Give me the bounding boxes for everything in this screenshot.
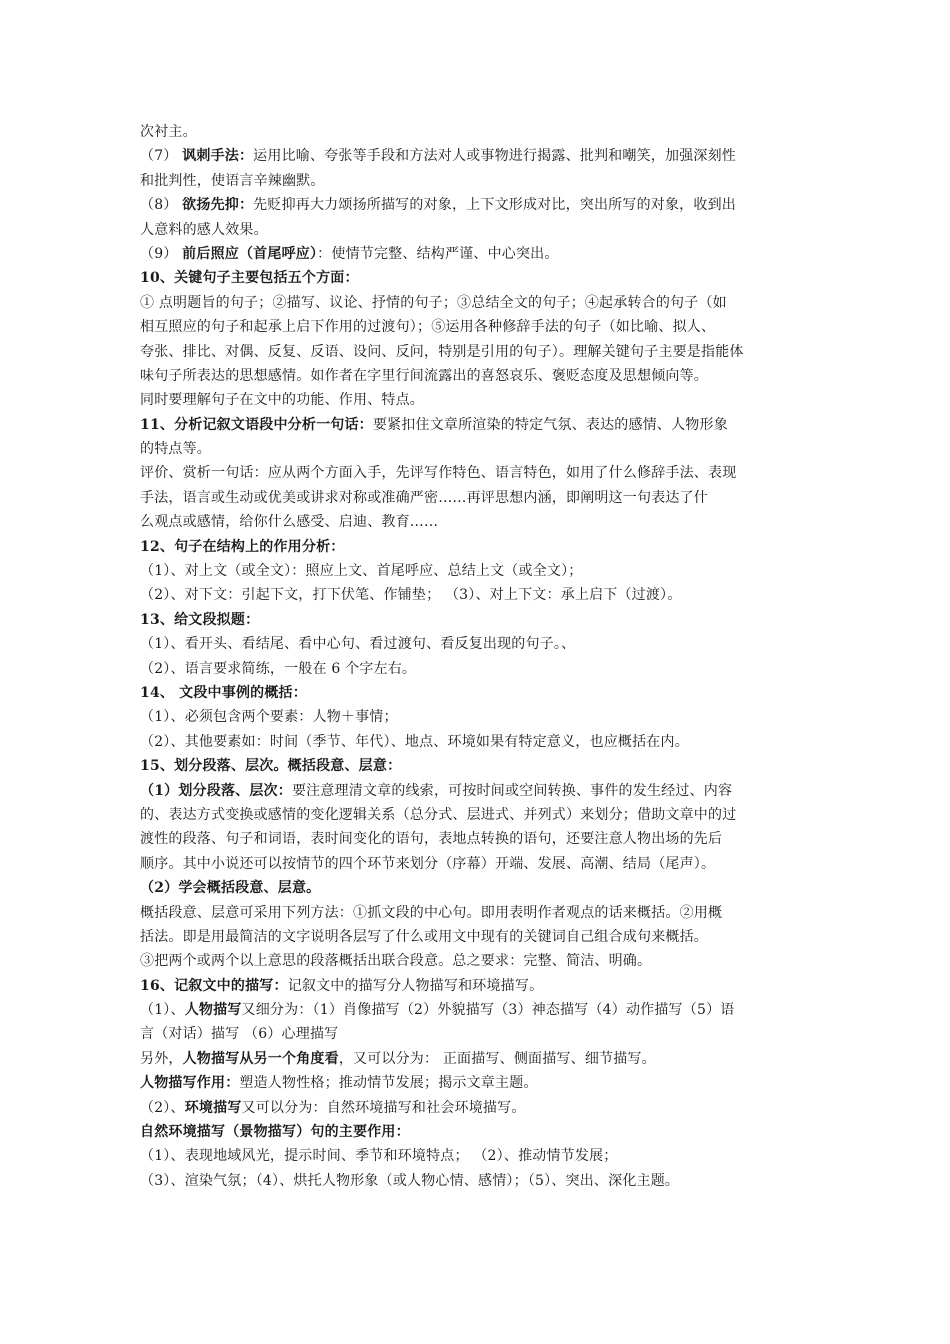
text-line bbox=[140, 266, 810, 290]
text-line bbox=[140, 291, 810, 315]
text-line bbox=[140, 169, 810, 193]
text-segment: ③把两个或两个以上意思的段落概括出联合段意。总之要求：完整、简洁、明确。 bbox=[140, 953, 652, 970]
text-segment: （9） bbox=[140, 245, 183, 262]
text-segment: 的、表达方式变换或感情的变化逻辑关系（总分式、层进式、并列式）来划分；借助文章中的过 bbox=[140, 806, 737, 823]
text-line bbox=[140, 242, 810, 266]
text-line bbox=[140, 340, 810, 364]
text-segment: 次衬主。 bbox=[140, 124, 197, 140]
text-line bbox=[140, 730, 810, 754]
text-segment: （7） bbox=[140, 148, 183, 165]
text-line bbox=[140, 364, 810, 388]
bold-text: 人物描写作用： bbox=[140, 1075, 240, 1092]
text-line bbox=[140, 1047, 810, 1071]
text-line bbox=[140, 193, 810, 217]
text-segment: 概括段意、层意可采用下列方法：①抓文段的中心句。即用表明作者观点的话来概括。②用概 bbox=[140, 904, 723, 921]
text-segment: 么观点或感情，给你什么感受、启迪、教育…… bbox=[140, 514, 439, 531]
text-segment: 又细分为：（1）肖像描写（2）外貌描写（3）神态描写（4）动作描写（5）语 bbox=[241, 1002, 735, 1019]
bold-text: 16、记叙文中的描写： bbox=[140, 977, 288, 994]
text-line bbox=[140, 583, 810, 607]
text-segment: （2）、对下文：引起下文，打下伏笔、作铺垫； （3）、对上下文：承上启下（过渡）。 bbox=[140, 587, 682, 604]
bold-text: 14、 文段中事例的概括： bbox=[140, 684, 307, 701]
text-line bbox=[140, 486, 810, 510]
text-segment: （2）、其他要素如：时间（季节、年代）、地点、环境如果有特定意义，也应概括在内。 bbox=[140, 733, 689, 750]
text-segment: 顺序。其中小说还可以按情节的四个环节来划分（序幕）开端、发展、高潮、结局（尾声）。 bbox=[140, 855, 716, 872]
text-segment: （1）、表现地域风光，提示时间、季节和环境特点； （2）、推动情节发展； bbox=[140, 1148, 618, 1165]
text-line bbox=[140, 852, 810, 876]
text-segment: （2）、 bbox=[140, 1099, 185, 1116]
text-line bbox=[140, 632, 810, 656]
text-segment: 同时要理解句子在文中的功能、作用、特点。 bbox=[140, 392, 424, 409]
text-line bbox=[140, 388, 810, 412]
text-line bbox=[140, 1144, 810, 1168]
bold-text: 环境描写 bbox=[184, 1099, 242, 1116]
text-segment: 另外， bbox=[140, 1050, 183, 1067]
bold-text: （1）划分段落、层次： bbox=[140, 782, 292, 799]
text-line bbox=[140, 437, 810, 461]
text-line bbox=[140, 876, 810, 900]
text-line bbox=[140, 803, 810, 827]
text-line bbox=[140, 1022, 810, 1046]
text-segment: 先贬抑再大力颂扬所描写的对象，上下文形成对比，突出所写的对象，收到出 bbox=[253, 197, 736, 214]
bold-text: （2）学会概括段意、层意。 bbox=[140, 880, 321, 897]
text-line bbox=[140, 925, 810, 949]
text-line bbox=[140, 949, 810, 973]
text-line bbox=[140, 535, 810, 559]
text-line bbox=[140, 461, 810, 485]
text-segment: 又可以分为：自然环境描写和社会环境描写。 bbox=[241, 1099, 526, 1116]
text-segment: ：使情节完整、结构严谨、中心突出。 bbox=[317, 245, 559, 262]
text-line bbox=[140, 974, 810, 998]
bold-text: 自然环境描写（景物描写）句的主要作用： bbox=[140, 1124, 410, 1141]
bold-text: 人物描写从另一个角度看 bbox=[182, 1050, 339, 1067]
text-line bbox=[140, 705, 810, 729]
text-line bbox=[140, 998, 810, 1022]
text-segment: （3）、渲染气氛；（4）、烘托人物形象（或人物心情、感情）；（5）、突出、深化主题。 bbox=[140, 1172, 680, 1189]
text-line bbox=[140, 779, 810, 803]
text-segment: 括法。即是用最简洁的文字说明各层写了什么或用文中现有的关键词自己组合成句来概括。 bbox=[140, 928, 708, 945]
text-segment: 要紧扣住文章所渲染的特定气氛、表达的感情、人物形象 bbox=[372, 416, 728, 433]
text-segment: 手法，语言或生动或优美或讲求对称或准确严密……再评思想内涵，即阐明这一句表达了什 bbox=[140, 489, 708, 506]
bold-text: 讽刺手法： bbox=[182, 148, 254, 165]
bold-text: 前后照应（首尾呼应） bbox=[182, 245, 318, 262]
text-segment: 评价、赏析一句话：应从两个方面入手，先评写作特色、语言特色，如用了什么修辞手法、表现 bbox=[140, 465, 737, 482]
text-segment: （1）、必须包含两个要素：人物＋事情； bbox=[140, 709, 398, 726]
text-segment: ① 点明题旨的句子；②描写、议论、抒情的句子；③总结全文的句子；④起承转合的句子（如 bbox=[140, 294, 727, 311]
text-segment: 记叙文中的描写分人物描写和环境描写。 bbox=[287, 977, 544, 994]
text-segment: 运用比喻、夸张等手段和方法对人或事物进行揭露、批判和嘲笑，加强深刻性 bbox=[253, 148, 736, 165]
text-line bbox=[140, 218, 810, 242]
text-segment: （2）、语言要求简练，一般在 6 个字左右。 bbox=[140, 660, 417, 677]
bold-text: 人物描写 bbox=[184, 1002, 242, 1019]
text-line bbox=[140, 315, 810, 339]
text-segment: （1）、 bbox=[140, 1002, 185, 1019]
bold-text: 11、分析记叙文语段中分析一句话： bbox=[140, 416, 373, 433]
document-body bbox=[140, 120, 810, 1193]
text-segment: 要注意理清文章的线索，可按时间或空间转换、事件的发生经过、内容 bbox=[291, 782, 733, 799]
text-segment: 夸张、排比、对偶、反复、反语、设问、反问，特别是引用的句子）。理解关键句子主要是指能体 bbox=[140, 343, 744, 360]
text-line bbox=[140, 559, 810, 583]
text-segment: 相互照应的句子和起承上启下作用的过渡句）；⑤运用各种修辞手法的句子（如比喻、拟人、 bbox=[140, 319, 716, 336]
text-segment: 味句子所表达的思想感情。如作者在字里行间流露出的喜怒哀乐、褒贬态度及思想倾向等。 bbox=[140, 367, 708, 384]
bold-text: 13、给文段拟题： bbox=[140, 611, 260, 628]
bold-text: 欲扬先抑： bbox=[182, 197, 254, 214]
bold-text: 12、句子在结构上的作用分析： bbox=[140, 538, 345, 555]
text-segment: （1）、对上文（或全文）：照应上文、首尾呼应、总结上文（或全文）； bbox=[140, 563, 583, 580]
text-line bbox=[140, 681, 810, 705]
text-segment: 的特点等。 bbox=[140, 441, 211, 458]
text-line bbox=[140, 1071, 810, 1095]
text-segment: （8） bbox=[140, 197, 183, 214]
bold-text: 15、划分段落、层次。概括段意、层意： bbox=[140, 758, 402, 775]
text-segment: ，又可以分为： 正面描写、侧面描写、细节描写。 bbox=[338, 1050, 656, 1067]
text-segment: 塑造人物性格；推动情节发展；揭示文章主题。 bbox=[239, 1075, 538, 1092]
text-line bbox=[140, 827, 810, 851]
bold-text: 10、关键句子主要包括五个方面： bbox=[140, 270, 359, 287]
text-segment: （1）、看开头、看结尾、看中心句、看过渡句、看反复出现的句子。、 bbox=[140, 636, 576, 653]
text-line bbox=[140, 608, 810, 632]
text-segment: 言（对话）描写 （6）心理描写 bbox=[140, 1026, 339, 1043]
text-line bbox=[140, 1169, 810, 1193]
text-line bbox=[140, 1120, 810, 1144]
text-line bbox=[140, 1096, 810, 1120]
text-segment: 渡性的段落、句子和词语，表时间变化的语句，表地点转换的语句，还要注意人物出场的先后 bbox=[140, 831, 723, 848]
text-line bbox=[140, 120, 810, 144]
text-segment: 和批判性，使语言辛辣幽默。 bbox=[140, 172, 325, 189]
text-line bbox=[140, 144, 810, 168]
text-line bbox=[140, 657, 810, 681]
text-line bbox=[140, 413, 810, 437]
text-segment: 人意料的感人效果。 bbox=[140, 221, 268, 238]
text-line bbox=[140, 510, 810, 534]
text-line bbox=[140, 901, 810, 925]
text-line bbox=[140, 754, 810, 778]
